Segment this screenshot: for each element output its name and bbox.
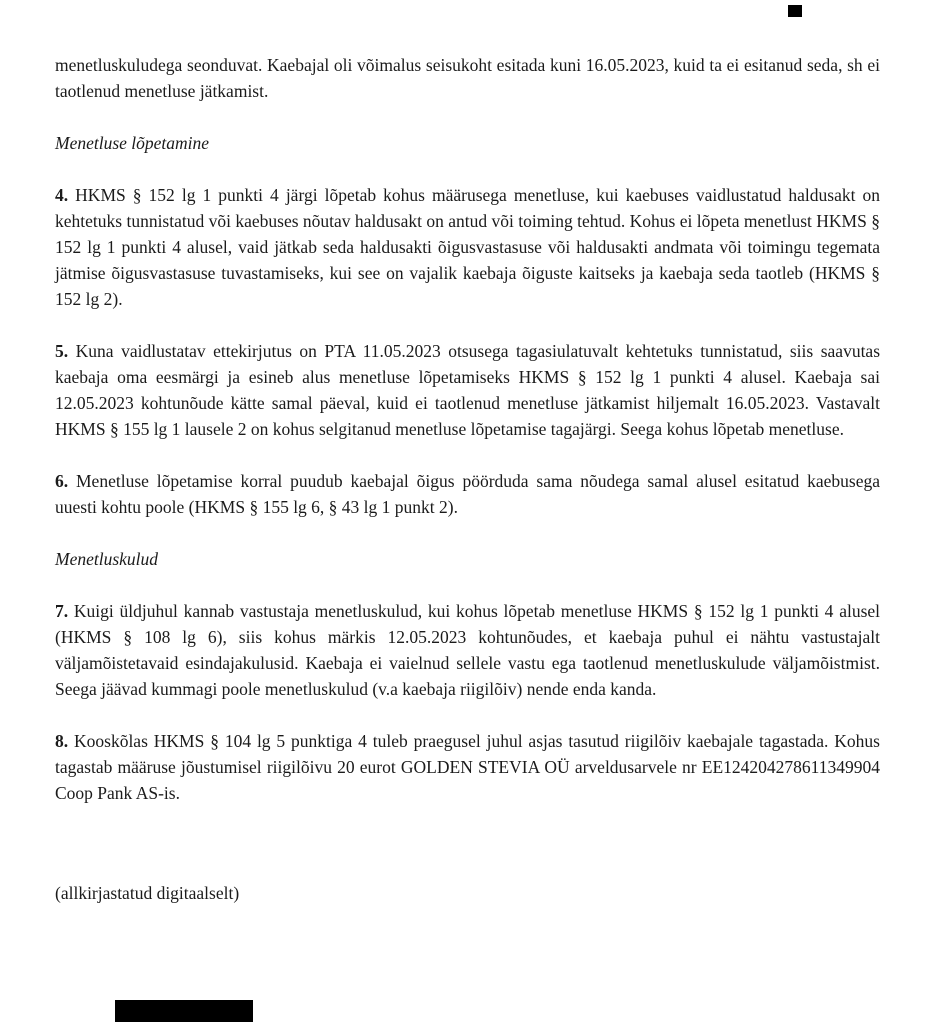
paragraph-5-number: 5. — [55, 341, 69, 361]
paragraph-5-text: Kuna vaidlustatav ettekirjutus on PTA 11.05.2023 otsusega tagasiulatuvalt kehtetuks tunnistatud, siis saavutas kaebaja oma eesmärgi ja esineb alus menetluse lõpetamiseks HKMS § 152 lg 1 punkti 4 alusel. Kaebaja sai 12.05.2023 kohtunõude kätte samal päeval, kuid ei taotlenud menetluse jätkamist hiljemalt 16.05.2023. Vastavalt HKMS § 155 lg 1 lausele 2 on kohus selgitanud menetluse lõpetamise tagajärgi. Seega kohus lõpetab menetluse. — [55, 341, 881, 439]
digital-signature-note: (allkirjastatud digitaalselt) — [55, 883, 240, 903]
paragraph-5 — [55, 338, 880, 442]
paragraph-6 — [55, 468, 880, 520]
paragraph-4 — [55, 182, 880, 312]
paragraph-6-number: 6. — [55, 471, 69, 491]
document-body — [55, 52, 880, 924]
paragraph-4-number: 4. — [55, 185, 69, 205]
redaction-mark-top-right — [788, 5, 802, 17]
paragraph-4-text: HKMS § 152 lg 1 punkti 4 järgi lõpetab kohus määrusega menetluse, kui kaebuses vaidlustatud haldusakt on kehtetuks tunnistatud või kaebuses nõutav haldusakt on antud või toiming tehtud. Kohus ei lõpeta menetlust HKMS § 152 lg 1 punkti 4 alusel, vaid jätkab seda haldusakti õigusvastasuse või haldusakti andmata või toimingu tegemata jätmise õigusvastasuse tuvastamiseks, kui see on vajalik kaebaja õiguste kaitseks ja kaebaja seda taotleb (HKMS § 152 lg 2). — [55, 185, 880, 309]
paragraph-7 — [55, 598, 880, 702]
section-heading-menetluse-lopetamine: Menetluse lõpetamine — [55, 133, 210, 153]
paragraph-8-text: Kooskõlas HKMS § 104 lg 5 punktiga 4 tuleb praegusel juhul asjas tasutud riigilõiv kaebajale tagastada. Kohus tagastab määruse jõustumisel riigilõivu 20 eurot GOLDEN STEVIA OÜ arveldusarvele nr EE124204278611349904 Coop Pank AS-is. — [55, 731, 880, 803]
section-heading-menetluskulud: Menetluskulud — [55, 549, 159, 569]
paragraph-7-number: 7. — [55, 601, 69, 621]
paragraph-6-text: Menetluse lõpetamise korral puudub kaebajal õigus pöörduda sama nõudega samal alusel esitatud kaebusega uuesti kohtu poole (HKMS § 155 lg 6, § 43 lg 1 punkt 2). — [55, 471, 880, 517]
redaction-bar-bottom — [115, 1000, 253, 1022]
paragraph-7-text: Kuigi üldjuhul kannab vastustaja menetluskulud, kui kohus lõpetab menetluse HKMS § 152 lg 1 punkti 4 alusel (HKMS § 108 lg 6), siis kohus märkis 12.05.2023 kohtunõudes, et kaebaja puhul ei nähtu vastustajalt väljamõistetavaid esindajakulusid. Kaebaja ei vaielnud sellele vastu ega taotlenud menetluskulude väljamõistmist. Seega jäävad kummagi poole menetluskulud (v.a kaebaja riigilõiv) nende enda kanda. — [55, 601, 881, 699]
paragraph-8 — [55, 728, 880, 806]
paragraph-8-number: 8. — [55, 731, 69, 751]
paragraph-continuation: menetluskuludega seonduvat. Kaebajal oli võimalus seisukoht esitada kuni 16.05.2023, kuid ta ei esitanud seda, sh ei taotlenud menetluse jätkamist. — [55, 55, 880, 101]
